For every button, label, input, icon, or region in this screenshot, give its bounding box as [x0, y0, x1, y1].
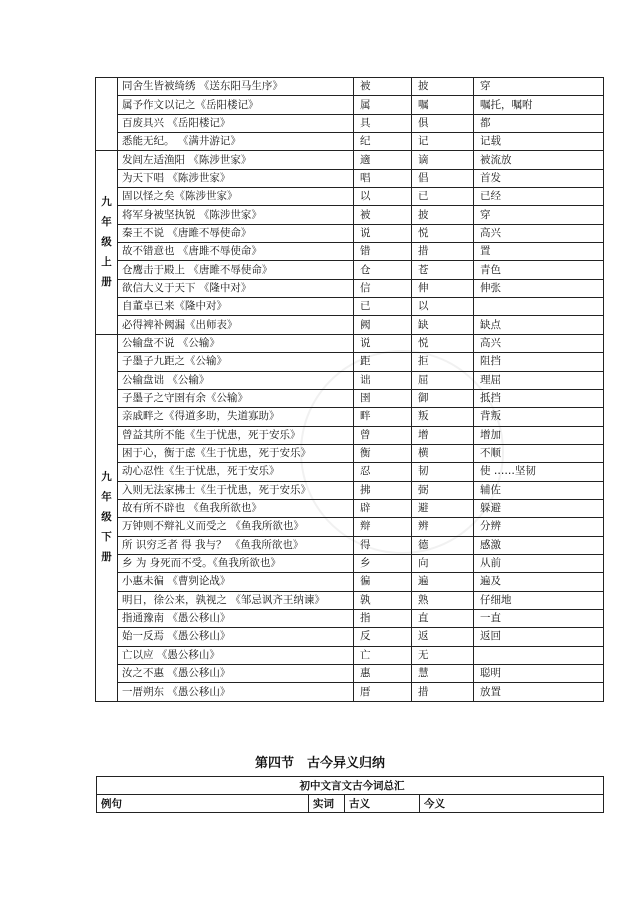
example-sentence: 乡 为 身死而不受。《鱼我所欲也》 — [118, 554, 354, 572]
table-row — [96, 96, 604, 114]
table-caption: 初中文言文古今词总汇 — [97, 777, 604, 795]
meaning: 分辨 — [474, 518, 604, 536]
section-title: 第四节 古今异义归纳 — [254, 756, 385, 771]
example-sentence: 公输盘诎 《公输》 — [118, 371, 354, 389]
example-sentence: 始一反焉 《愚公移山》 — [118, 628, 354, 646]
meaning: 首发 — [474, 169, 604, 187]
tongjia-char: 已 — [354, 298, 412, 316]
meaning: 阻挡 — [474, 353, 604, 371]
table-row — [96, 536, 604, 554]
example-sentence: 属予作文以记之《岳阳楼记》 — [118, 96, 354, 114]
ben-char: 返 — [412, 628, 474, 646]
table-row — [96, 591, 604, 609]
table-row — [96, 665, 604, 683]
ben-char: 熟 — [412, 591, 474, 609]
ben-char: 措 — [412, 683, 474, 701]
ben-char: 避 — [412, 499, 474, 517]
ben-char: 德 — [412, 536, 474, 554]
ben-char: 弼 — [412, 481, 474, 499]
ben-char: 悦 — [412, 334, 474, 352]
tongjia-char: 说 — [354, 224, 412, 242]
meaning: 被流放 — [474, 151, 604, 169]
ben-char: 披 — [412, 78, 474, 96]
example-sentence: 悉能无纪。 《满井游记》 — [118, 133, 354, 151]
meaning — [474, 298, 604, 316]
meaning: 高兴 — [474, 224, 604, 242]
ben-char: 慧 — [412, 665, 474, 683]
example-sentence: 困于心，衡于虑《生于忧患，死于安乐》 — [118, 444, 354, 462]
tongjia-char: 徧 — [354, 573, 412, 591]
table-row — [96, 609, 604, 627]
tongjia-char: 得 — [354, 536, 412, 554]
ben-char: 增 — [412, 426, 474, 444]
ben-char: 以 — [412, 298, 474, 316]
tongjia-char: 指 — [354, 609, 412, 627]
table-row — [96, 206, 604, 224]
meaning: 伸张 — [474, 279, 604, 297]
ben-char: 悦 — [412, 224, 474, 242]
meaning: 已经 — [474, 188, 604, 206]
tongjia-char: 被 — [354, 206, 412, 224]
ben-char: 叛 — [412, 408, 474, 426]
tongjia-char: 厝 — [354, 683, 412, 701]
ben-char: 屈 — [412, 371, 474, 389]
example-sentence: 故有所不辟也 《鱼我所欲也》 — [118, 499, 354, 517]
table-row — [96, 408, 604, 426]
ben-char: 向 — [412, 554, 474, 572]
tongjia-char: 以 — [354, 188, 412, 206]
header-example: 例句 — [97, 795, 309, 813]
tongjia-char: 惠 — [354, 665, 412, 683]
table-row — [96, 426, 604, 444]
ben-char: 遍 — [412, 573, 474, 591]
table-row — [96, 353, 604, 371]
example-sentence: 欲信大义于天下 《隆中对》 — [118, 279, 354, 297]
example-sentence: 汝之不惠 《愚公移山》 — [118, 665, 354, 683]
table-row — [96, 261, 604, 279]
table-row — [96, 554, 604, 572]
tongjiazi-table — [95, 77, 604, 702]
example-sentence: 小惠未徧 《曹刿论战》 — [118, 573, 354, 591]
example-sentence: 故不错意也 《唐雎不辱使命》 — [118, 243, 354, 261]
table-row — [96, 371, 604, 389]
tongjia-char: 曾 — [354, 426, 412, 444]
ben-char: 嘱 — [412, 96, 474, 114]
ben-char: 伸 — [412, 279, 474, 297]
tongjia-char: 说 — [354, 334, 412, 352]
table-row — [96, 133, 604, 151]
tongjia-char: 辩 — [354, 518, 412, 536]
tongjia-char: 忍 — [354, 463, 412, 481]
meaning: 感激 — [474, 536, 604, 554]
ben-char: 横 — [412, 444, 474, 462]
header-ancient: 古义 — [345, 795, 420, 813]
tongjia-char: 亡 — [354, 646, 412, 664]
example-sentence: 亡以应 《愚公移山》 — [118, 646, 354, 664]
example-sentence: 同舍生皆被绮绣 《送东阳马生序》 — [118, 78, 354, 96]
ben-char: 记 — [412, 133, 474, 151]
example-sentence: 必得裨补阙漏《出师表》 — [118, 316, 354, 334]
table-row — [96, 463, 604, 481]
meaning: 高兴 — [474, 334, 604, 352]
ben-char: 措 — [412, 243, 474, 261]
table-row — [96, 279, 604, 297]
tongjia-char: 具 — [354, 114, 412, 132]
meaning: 躲避 — [474, 499, 604, 517]
table-row — [96, 224, 604, 242]
table-row — [96, 444, 604, 462]
example-sentence: 曾益其所不能《生于忧患，死于安乐》 — [118, 426, 354, 444]
example-sentence: 固以怪之矣《陈涉世家》 — [118, 188, 354, 206]
grade-label — [96, 151, 118, 334]
meaning: 从前 — [474, 554, 604, 572]
ben-char: 披 — [412, 206, 474, 224]
ben-char: 御 — [412, 389, 474, 407]
tongjia-char: 距 — [354, 353, 412, 371]
tongjia-char: 拂 — [354, 481, 412, 499]
tongjia-char: 唱 — [354, 169, 412, 187]
table-row — [96, 499, 604, 517]
example-sentence: 公输盘不说 《公输》 — [118, 334, 354, 352]
meaning: 仔细地 — [474, 591, 604, 609]
table-row — [96, 78, 604, 96]
example-sentence: 为天下唱 《陈涉世家》 — [118, 169, 354, 187]
meaning: 增加 — [474, 426, 604, 444]
tongjia-char: 辟 — [354, 499, 412, 517]
meaning: 记载 — [474, 133, 604, 151]
ben-char: 谪 — [412, 151, 474, 169]
table-row — [96, 316, 604, 334]
meaning: 一直 — [474, 609, 604, 627]
gujin-table — [96, 776, 604, 813]
table-row — [96, 188, 604, 206]
meaning: 不顺 — [474, 444, 604, 462]
ben-char: 缺 — [412, 316, 474, 334]
example-sentence: 指通豫南 《愚公移山》 — [118, 609, 354, 627]
grade-text: 九年级下册 — [101, 470, 112, 563]
meaning: 抵挡 — [474, 389, 604, 407]
meaning: 穿 — [474, 206, 604, 224]
ben-char: 韧 — [412, 463, 474, 481]
tongjia-char: 適 — [354, 151, 412, 169]
meaning: 嘱托，嘱咐 — [474, 96, 604, 114]
meaning: 青色 — [474, 261, 604, 279]
meaning: 置 — [474, 243, 604, 261]
tongjia-char: 圉 — [354, 389, 412, 407]
ben-char: 倡 — [412, 169, 474, 187]
ben-char: 直 — [412, 609, 474, 627]
example-sentence: 自董卓已来《隆中对》 — [118, 298, 354, 316]
table-row — [96, 114, 604, 132]
table-row — [96, 573, 604, 591]
tongjia-char: 乡 — [354, 554, 412, 572]
tongjia-char: 纪 — [354, 133, 412, 151]
grade-label — [96, 78, 118, 151]
example-sentence: 百废具兴 《岳阳楼记》 — [118, 114, 354, 132]
meaning: 缺点 — [474, 316, 604, 334]
ben-char: 已 — [412, 188, 474, 206]
example-sentence: 发闾左适渔阳 《陈涉世家》 — [118, 151, 354, 169]
table-row — [96, 169, 604, 187]
table-row — [96, 243, 604, 261]
meaning: 使 ……坚韧 — [474, 463, 604, 481]
table-row — [96, 518, 604, 536]
tongjia-char: 仓 — [354, 261, 412, 279]
example-sentence: 仓鹰击于殿上 《唐雎不辱使命》 — [118, 261, 354, 279]
meaning: 放置 — [474, 683, 604, 701]
meaning: 理屈 — [474, 371, 604, 389]
example-sentence: 入则无法家拂士《生于忧患，死于安乐》 — [118, 481, 354, 499]
table-row — [96, 683, 604, 701]
example-sentence: 将军身被坚执锐 《陈涉世家》 — [118, 206, 354, 224]
example-sentence: 所 识穷乏者 得 我与？ 《鱼我所欲也》 — [118, 536, 354, 554]
meaning: 穿 — [474, 78, 604, 96]
tongjia-char: 阙 — [354, 316, 412, 334]
tongjia-char: 错 — [354, 243, 412, 261]
tongjia-char: 被 — [354, 78, 412, 96]
example-sentence: 明日，徐公来，孰视之 《邹忌讽齐王纳谏》 — [118, 591, 354, 609]
ben-char: 辨 — [412, 518, 474, 536]
table-row — [96, 389, 604, 407]
ben-char: 俱 — [412, 114, 474, 132]
ben-char: 拒 — [412, 353, 474, 371]
meaning: 背叛 — [474, 408, 604, 426]
tongjia-char: 属 — [354, 96, 412, 114]
header-modern: 今义 — [420, 795, 604, 813]
table-row — [96, 298, 604, 316]
example-sentence: 子墨子之守圉有余《公输》 — [118, 389, 354, 407]
grade-label — [96, 334, 118, 701]
tongjia-char: 信 — [354, 279, 412, 297]
tongjia-char: 诎 — [354, 371, 412, 389]
example-sentence: 秦王不说 《唐雎不辱使命》 — [118, 224, 354, 242]
grade-text: 九年级上册 — [101, 195, 112, 288]
tongjia-char: 衡 — [354, 444, 412, 462]
tongjia-char: 反 — [354, 628, 412, 646]
meaning: 都 — [474, 114, 604, 132]
ben-char: 苍 — [412, 261, 474, 279]
tongjia-char: 畔 — [354, 408, 412, 426]
example-sentence: 万钟则不辩礼义而受之 《鱼我所欲也》 — [118, 518, 354, 536]
table-row — [96, 334, 604, 352]
header-word: 实词 — [309, 795, 345, 813]
ben-char: 无 — [412, 646, 474, 664]
meaning — [474, 646, 604, 664]
example-sentence: 动心忍性《生于忧患，死于安乐》 — [118, 463, 354, 481]
table-row — [96, 481, 604, 499]
table-row — [96, 646, 604, 664]
meaning: 返回 — [474, 628, 604, 646]
example-sentence: 一厝朔东 《愚公移山》 — [118, 683, 354, 701]
meaning: 聪明 — [474, 665, 604, 683]
example-sentence: 子墨子九距之《公输》 — [118, 353, 354, 371]
table-row — [96, 151, 604, 169]
meaning: 辅佐 — [474, 481, 604, 499]
example-sentence: 亲戚畔之《得道多助，失道寡助》 — [118, 408, 354, 426]
tongjia-char: 孰 — [354, 591, 412, 609]
meaning: 遍及 — [474, 573, 604, 591]
table-row — [96, 628, 604, 646]
